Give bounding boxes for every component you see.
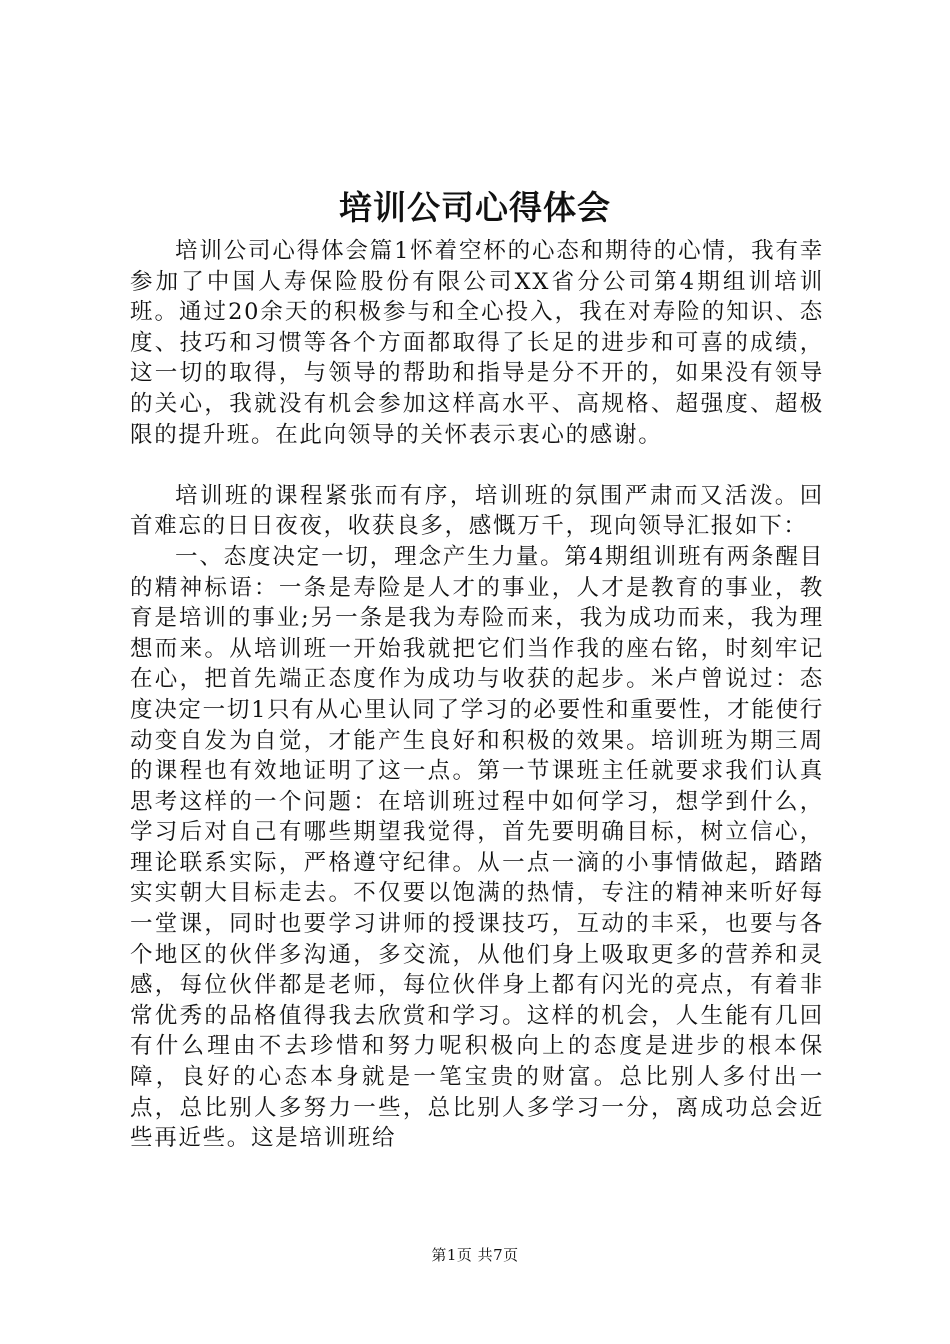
paragraph-spacer xyxy=(130,450,824,481)
paragraph-2: 培训班的课程紧张而有序，培训班的氛围严肃而又活泼。回首难忘的日日夜夜，收获良多，感慨万千，现向领导汇报如下： xyxy=(130,482,824,540)
paragraph-1: 培训公司心得体会篇1怀着空杯的心态和期待的心情，我有幸参加了中国人寿保险股份有限公司XX省分公司第4期组训培训班。通过20余天的积极参与和全心投入，我在对寿险的知识、态度、技巧和习惯等各个方面都取得了长足的进步和可喜的成绩，这一切的取得，与领导的帮助和指导是分不开的，如果没有领导的关心，我就没有机会参加这样高水平、高规格、超强度、超极限的提升班。在此向领导的关怀表示衷心的感谢。 xyxy=(130,238,824,448)
document-title: 培训公司心得体会 xyxy=(339,188,611,227)
document-body xyxy=(130,236,824,1154)
page-footer: 第1页 共7页 xyxy=(431,1246,519,1264)
paragraph-3: 一、态度决定一切，理念产生力量。第4期组训班有两条醒目的精神标语：一条是寿险是人才的事业，人才是教育的事业，教育是培训的事业;另一条是我为寿险而来，我为成功而来，我为理想而来。从培训班一开始我就把它们当作我的座右铭，时刻牢记在心，把首先端正态度作为成功与收获的起步。米卢曾说过：态度决定一切1只有从心里认同了学习的必要性和重要性，才能使行动变自发为自觉，才能产生良好和积极的效果。培训班为期三周的课程也有效地证明了这一点。第一节课班主任就要求我们认真思考这样的一个问题：在培训班过程中如何学习，想学到什么，学习后对自己有哪些期望我觉得，首先要明确目标，树立信心，理论联系实际，严格遵守纪律。从一点一滴的小事情做起，踏踏实实朝大目标走去。不仅要以饱满的热情，专注的精神来听好每一堂课，同时也要学习讲师的授课技巧，互动的丰采，也要与各个地区的伙伴多沟通，多交流，从他们身上吸取更多的营养和灵感，每位伙伴都是老师，每位伙伴身上都有闪光的亮点，有着非常优秀的品格值得我去欣赏和学习。这样的机会，人生能有几回有什么理由不去珍惜和努力呢积极向上的态度是进步的根本保障，良好的心态本身就是一笔宝贵的财富。总比别人多付出一点，总比别人多努力一些，总比别人多学习一分，离成功总会近些再近些。这是培训班给 xyxy=(130,543,824,1152)
